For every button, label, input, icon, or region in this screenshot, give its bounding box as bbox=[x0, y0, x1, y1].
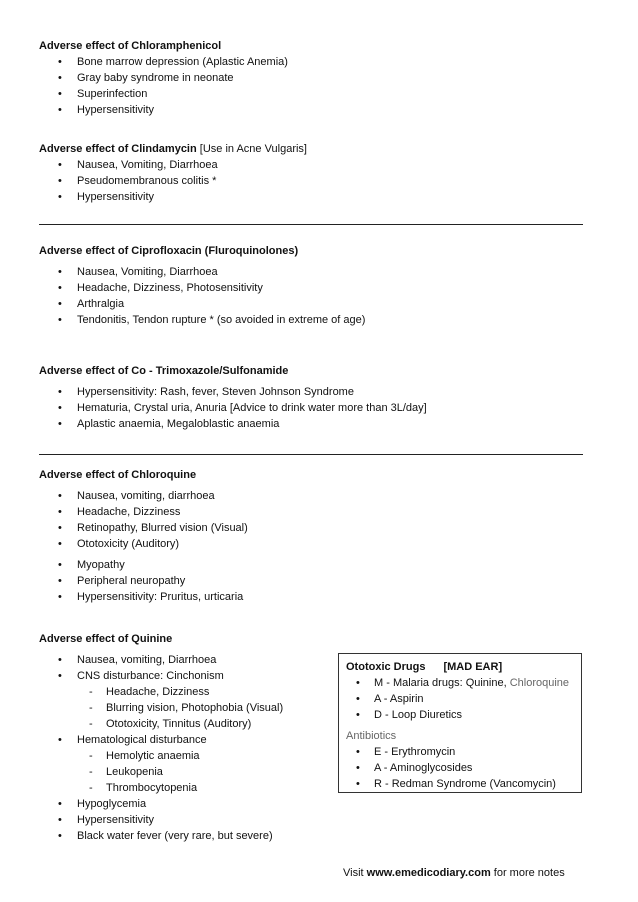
list-item: • A - Aspirin bbox=[346, 691, 581, 707]
list-item: • Myopathy bbox=[39, 557, 599, 573]
list-item: • Hematological disturbance bbox=[39, 732, 329, 748]
list-item: • Hypersensitivity bbox=[39, 189, 599, 205]
list-item: • Hypersensitivity bbox=[39, 812, 329, 828]
section-chloroquine bbox=[39, 467, 599, 605]
list-item: • Retinopathy, Blurred vision (Visual) bbox=[39, 520, 599, 536]
list-item: • D - Loop Diuretics bbox=[346, 707, 581, 723]
list-item bbox=[346, 675, 581, 691]
list-item: • Ototoxicity (Auditory) bbox=[39, 536, 599, 552]
divider bbox=[39, 454, 583, 455]
list-chloramphenicol bbox=[39, 54, 599, 118]
footer-note bbox=[343, 865, 565, 881]
section-ciprofloxacin bbox=[39, 243, 599, 328]
list-item: • Aplastic anaemia, Megaloblastic anaemia bbox=[39, 416, 599, 432]
list-item: • Bone marrow depression (Aplastic Anemia) bbox=[39, 54, 599, 70]
heading-ciprofloxacin: Adverse effect of Ciprofloxacin (Fluroquinolones) bbox=[39, 245, 299, 257]
divider bbox=[39, 224, 583, 225]
list-cotrimoxazole bbox=[39, 384, 599, 432]
list-item: • Headache, Dizziness bbox=[39, 504, 599, 520]
list-item: • Pseudomembranous colitis * bbox=[39, 173, 599, 189]
heading-clindamycin bbox=[39, 141, 599, 157]
section-cotrimoxazole bbox=[39, 363, 599, 432]
list-chloroquine-b bbox=[39, 557, 599, 605]
ototoxic-box-title bbox=[346, 659, 581, 675]
ototoxic-title: Ototoxic Drugs bbox=[346, 661, 426, 673]
list-item: • Arthralgia bbox=[39, 296, 599, 312]
list-subitem: - Thrombocytopenia bbox=[39, 780, 329, 796]
list-item: • Headache, Dizziness, Photosensitivity bbox=[39, 280, 599, 296]
list-item: • A - Aminoglycosides bbox=[346, 760, 581, 776]
section-quinine bbox=[39, 631, 329, 844]
list-item: • Nausea, Vomiting, Diarrhoea bbox=[39, 157, 599, 173]
ototoxic-list-antibiotics bbox=[346, 744, 581, 792]
heading-chloramphenicol: Adverse effect of Chloramphenicol bbox=[39, 40, 222, 52]
list-item: • Hematuria, Crystal uria, Anuria [Advice to drink water more than 3L/day] bbox=[39, 400, 599, 416]
ototoxic-tag: [MAD EAR] bbox=[443, 661, 503, 673]
list-subitem: - Leukopenia bbox=[39, 764, 329, 780]
list-subitem: - Hemolytic anaemia bbox=[39, 748, 329, 764]
heading-quinine: Adverse effect of Quinine bbox=[39, 633, 173, 645]
list-item: • CNS disturbance: Cinchonism bbox=[39, 668, 329, 684]
list-item: • Hypersensitivity: Rash, fever, Steven Johnson Syndrome bbox=[39, 384, 599, 400]
list-item: • Nausea, vomiting, Diarrhoea bbox=[39, 652, 329, 668]
list-item: • Gray baby syndrome in neonate bbox=[39, 70, 599, 86]
footer-suffix: for more notes bbox=[490, 867, 565, 879]
footer-prefix: Visit bbox=[343, 867, 367, 879]
list-clindamycin bbox=[39, 157, 599, 205]
list-item: • Nausea, Vomiting, Diarrhoea bbox=[39, 264, 599, 280]
heading-cotrimoxazole: Adverse effect of Co - Trimoxazole/Sulfonamide bbox=[39, 365, 289, 377]
heading-chloroquine: Adverse effect of Chloroquine bbox=[39, 469, 197, 481]
list-chloroquine-a bbox=[39, 488, 599, 552]
ototoxic-m-item-extra: Chloroquine bbox=[506, 677, 570, 689]
list-item: • Peripheral neuropathy bbox=[39, 573, 599, 589]
list-subitem: - Headache, Dizziness bbox=[39, 684, 329, 700]
footer-site-link[interactable]: www.emedicodiary.com bbox=[366, 867, 491, 879]
heading-clindamycin-note: [Use in Acne Vulgaris] bbox=[196, 143, 307, 155]
list-item: • Tendonitis, Tendon rupture * (so avoided in extreme of age) bbox=[39, 312, 599, 328]
list-item: • R - Redman Syndrome (Vancomycin) bbox=[346, 776, 581, 792]
list-item: • Hypersensitivity bbox=[39, 102, 599, 118]
list-item: • Superinfection bbox=[39, 86, 599, 102]
section-clindamycin bbox=[39, 141, 599, 205]
list-item: • Nausea, vomiting, diarrhoea bbox=[39, 488, 599, 504]
list-subitem: - Blurring vision, Photophobia (Visual) bbox=[39, 700, 329, 716]
antibiotics-label: Antibiotics bbox=[346, 730, 397, 742]
list-ciprofloxacin bbox=[39, 264, 599, 328]
list-item: • E - Erythromycin bbox=[346, 744, 581, 760]
list-item: • Hypoglycemia bbox=[39, 796, 329, 812]
section-chloramphenicol bbox=[39, 38, 599, 118]
ototoxic-list-main bbox=[346, 675, 581, 723]
list-subitem: - Ototoxicity, Tinnitus (Auditory) bbox=[39, 716, 329, 732]
heading-clindamycin-title: Adverse effect of Clindamycin bbox=[39, 143, 197, 155]
list-item: • Black water fever (very rare, but severe) bbox=[39, 828, 329, 844]
list-quinine bbox=[39, 652, 329, 844]
list-item: • Hypersensitivity: Pruritus, urticaria bbox=[39, 589, 599, 605]
ototoxic-drugs-box bbox=[338, 653, 582, 793]
ototoxic-m-item: M - Malaria drugs: Quinine, bbox=[374, 677, 507, 689]
